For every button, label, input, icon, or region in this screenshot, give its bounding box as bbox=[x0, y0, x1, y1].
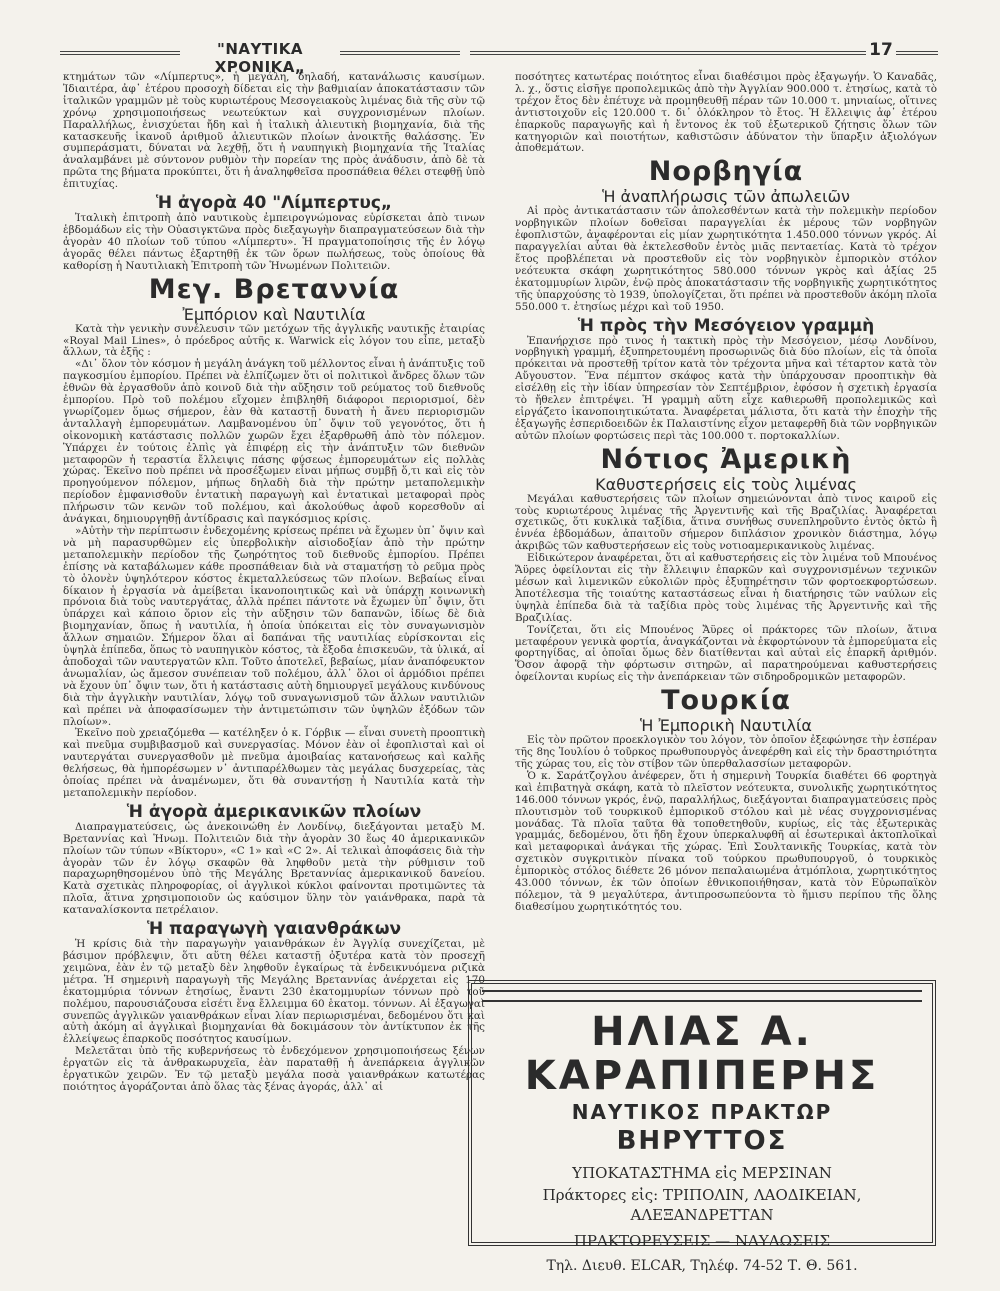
coal-paragraph-1: Ἡ κρίσις διὰ τὴν παραγωγὴν γαιανθράκων ἐν Ἀγγλίᾳ συνεχίζεται, μὲ βάσιμον πρόβλεψιν, ὅτι αὕτη θέλει καταστῇ ὀξυτέρα κατὰ τὸν προσεχῆ χειμῶνα, ἐὰν ἐν τῷ μεταξὺ δὲν ληφθοῦν ἐγκαίρως τὰ ἐνδεικνυόμενα ριζικὰ μέτρα. Ἡ σημερινὴ παραγωγὴ τῆς Μεγάλης Βρεταννίας ἀνέρχεται εἰς 170 ἑκατομμύρια τόννων ἐτησίως, ἔναντι 230 ἑκατομμυρίων τόννων πρὸ τοῦ πολέμου, παρουσιάζουσα εἰσέτι ἕνα ἔλλειμμα 60 ἑκατομ. τόννων. Αἱ ἐξαγωγαὶ συνεπῶς ἀγγλικῶν γαιανθράκων εἶναι λίαν περιωρισμέναι, δεδομένου ὅτι καὶ αὐτὴ ἀκόμη αἱ ἀγγλικαὶ βιομηχανίαι θὰ δοκιμάσουν τὸν ἀντίκτυπον ἐκ τῆς ἐλλείψεως ἐπαρκοῦς ποσότητος καυσίμων. bbox=[63, 938, 485, 1046]
page-number: 17 bbox=[866, 40, 896, 60]
liberty-paragraph: Ἰταλικὴ ἐπιτροπὴ ἀπὸ ναυτικοὺς ἐμπειρογνώμονας εὑρίσκεται ἀπὸ τινων ἑβδομάδων εἰς τὴν Οὐασιγκτῶνα πρὸς διεξαγωγὴν διαπραγματεύσεων διὰ τὴν ἀγορὰν 40 πλοίων τοῦ τύπου «Λίμπερτυ». Ἡ πραγματοποίησις τῆς ἐν λόγῳ ἀγορᾶς θέλει πάντως ἐξαρτηθῇ ἐκ τῶν ὅρων πωλήσεως, τοὺς ὁποίους θὰ καθορίσῃ ἡ Ναυτιλιακὴ Ἐπιτροπὴ τῶν Ἡνωμένων Πολιτειῶν. bbox=[63, 212, 485, 272]
norway-paragraph-1: Αἱ πρὸς ἀντικατάστασιν τῶν ἀπολεσθέντων κατὰ τὴν πολεμικὴν περίοδον νορβηγικῶν πλοίων δοθεῖσαι παραγγελίαι ἐκ μέρους τῶν νορβηγῶν ἐφοπλιστῶν, ἀναφέρονται εἰς μίαν χωρητικότητα 1.450.000 τόννων γκρός. Αἱ παραγγελίαι αὗται θὰ ἐκτελεσθοῦν ἐντὸς μιᾶς πενταετίας. Κατὰ τὸ τρέχον ἔτος προβλέπεται νὰ προστεθοῦν εἰς τὸν νορβηγικὸν ἐμπορικὸν στόλον νεότευκτα σκάφη χωρητικότητος 580.000 τόννων γκρὸς καὶ ἀξίας 25 ἑκατομμυρίων λιρῶν, ἐνῷ πρὸς ἀποκατάστασιν τῆς νορβηγικῆς χωρητικότητος τῆς ὑπαρχούσης τὸ 1939, ὑπολογίζεται, ὅτι πρέπει νὰ προστεθοῦν ἀκόμη πλοῖα 550.000 τ. ἐτησίως μέχρι καὶ τοῦ 1950. bbox=[515, 205, 937, 313]
ad-contact: Τηλ. Διευθ. ELCAR, Τηλέφ. 74-52 Τ. Θ. 561. bbox=[546, 1258, 858, 1274]
south-america-heading: Νότιος Ἀμερικὴ bbox=[600, 443, 852, 475]
commerce-subheading: Ἐμπόριον καὶ Ναυτιλία bbox=[182, 304, 366, 324]
turkey-paragraph-2: Ὁ κ. Σαράτζογλου ἀνέφερεν, ὅτι ἡ σημερινὴ Τουρκία διαθέτει 66 φορτηγὰ καὶ ἐπιβατηγὰ σκάφη, κατὰ τὸ πλεῖστον νεότευκτα, συνολικῆς χωρητικότητος 146.000 τόννων γκρός, ἐνῷ, παραλλήλως, διεξάγονται διαπραγματεύσεις πρὸς πλουτισμὸν τοῦ τουρκικοῦ ἐμπορικοῦ στόλου καὶ μὲ νέας συγχρονισμένας μονάδας. Τὰ πλοῖα ταῦτα θὰ τοποθετηθοῦν, κυρίως, εἰς τὰς ἐξωτερικὰς γραμμάς, δεδομένου, ὅτι ἤδη ἔχουν ὑπερκαλυφθῆ αἱ ἐσωτερικαὶ ἀκτοπλοϊκαὶ καὶ μεταφορικαὶ ἀνάγκαι τῆς χώρας. Ἐπὶ Σουλτανικῆς Τουρκίας, κατὰ τὸν σχετικὸν συγκριτικὸν πίνακα τοῦ τούρκου πρωθυπουργοῦ, ὁ τουρκικὸς ἐμπορικὸς στόλος διέθετε 26 μόνον πεπαλαιωμένα ἀτμόπλοια, χωρητικότητος 43.000 τόννων, ἐκ τῶν ὁποίων ἐθνικοποιήθησαν, κατὰ τὸν Εὐρωπαϊκὸν πόλεμον, τὰ 9 μεγαλύτερα, ἀντιπροσωπεύοντα τὸ ἥμισυ περίπου τῆς ὅλης διαθεσίμου χωρητικότητός του. bbox=[515, 769, 937, 913]
britain-paragraph-4: Ἐκεῖνο ποὺ χρειαζόμεθα — κατέληξεν ὁ κ. Γόρβικ — εἶναι συνετὴ προοπτικὴ καὶ πνεῦμα συμβιβασμοῦ καὶ συνεργασίας. Μόνον ἐὰν οἱ ἐφοπλισταὶ καὶ οἱ ναυτεργάται συνεργασθοῦν μὲ πνεῦμα ἀμοιβαίας κατανοήσεως καὶ καλῆς θελήσεως, θὰ ἠμπορέσωμεν ν᾽ ἀντιπαρέλθωμεν τὰς μεγάλας δυσχερείας, τὰς ὁποίας πρέπει νὰ ἀναμένωμεν, ὅτι θὰ συναντήσῃ ἡ Ναυτιλία κατὰ τὴν μεταπολεμικὴν περίοδον. bbox=[63, 727, 485, 799]
turkey-heading: Τουρκία bbox=[661, 685, 791, 717]
norway-paragraph-2: Ἐπανήρχισε πρὸ τινος ἡ τακτικὴ πρὸς τὴν Μεσόγειον, μέσῳ Λονδίνου, νορβηγικὴ γραμμή, ἐξυπηρετουμένη προσωρινῶς διὰ δύο πλοίων, εἰς τὰ ὁποῖα πρόκειται νὰ προστεθῇ τρίτον κατὰ τὸν τρέχοντα μῆνα καὶ τέταρτον κατὰ τὸν Αὔγουστον. Ἕνα πέμπτον σκάφος κατὰ τὴν ὑπάρχουσαν προοπτικὴν θὰ εἰσέλθῃ εἰς τὴν ἰδίαν ὑπηρεσίαν τὸν Σεπτέμβριον, ἐφόσον ἡ σχετικὴ ἐργασία τὸ ἤθελεν ἐπιτρέψει. Ἡ γραμμὴ αὕτη εἶχε καθιερωθῆ προπολεμικῶς καὶ εἰργάζετο ἱκανοποιητικώτατα. Ἀναφέρεται μάλιστα, ὅτι κατὰ τὴν ἐποχὴν τῆς ἐξαγωγῆς ἐσπεριδοειδῶν ἐκ Παλαιστίνης εἶχον μεταφερθῆ διὰ τῶν νορβηγικῶν αὐτῶν πλοίων φορτώσεις περὶ τὰς 100.000 τ. πορτοκαλλίων. bbox=[515, 334, 937, 442]
coal-paragraph-2: Μελετᾶται ὑπὸ τῆς κυβερνήσεως τὸ ἐνδεχόμενον χρησιμοποιήσεως ξένων ἐργατῶν εἰς τὰ ἀνθρακωρυχεῖα, ἐὰν παραταθῇ ἡ ἀνεπάρκεια ἀγγλικῶν ἐργατικῶν χειρῶν. Ἐν τῷ μεταξὺ μεγάλα ποσὰ γαιανθράκων κατωτέρας ποιότητος ἀγοράζονται ἀπὸ ὅλας τὰς ξένας ἀγοράς, ἀλλ᾽ αἱ bbox=[63, 1045, 485, 1093]
norway-heading: Νορβηγία bbox=[648, 156, 804, 188]
page-header bbox=[60, 40, 938, 76]
ad-city: ΒΗΡΥΤΤΟΣ bbox=[616, 1126, 788, 1156]
south-america-paragraph-3: Τονίζεται, ὅτι εἰς Μπουένος Ἄϋρες οἱ πράκτορες τῶν πλοίων, ἅτινα μεταφέρουν γενικὰ φορτία, ἀναγκάζονται νὰ ἐκφορτώνουν τὰ ἐμπορεύματα εἰς φορτηγίδας, αἱ ὁποῖαι ὅμως δὲν διατίθενται καὶ αὐταὶ εἰς ἐπαρκῆ ἀριθμόν. Ὅσον ἀφορᾷ τὴν φόρτωσιν σιτηρῶν, αἱ παρατηρούμεναι καθυστερήσεις ὀφείλονται κυρίως εἰς τὴν ἀνεπάρκειαν τῶν σιδηροδρομικῶν μεταφορῶν. bbox=[515, 623, 937, 684]
britain-paragraph-3: »Αὐτὴν τὴν περίπτωσιν ἐνδεχομένης κρίσεως πρέπει νὰ ἔχωμεν ὑπ᾽ ὄψιν καὶ νὰ μὴ παρασυρθῶμεν εἰς ὑπερβολικὴν αἰσιοδοξίαν ἀπὸ τὴν πρώτην μεταπολεμικὴν περίοδον τῆς ζωηρότητος τοῦ διεθνοῦς ἐμπορίου. Πρέπει ἐπίσης νὰ καταβάλωμεν κάθε προσπάθειαν διὰ νὰ σταματήσῃ τὸ ρεῦμα πρὸς τὸ ὁλονὲν ὑψηλότερον κόστος ἐκμεταλλεύσεως τῶν πλοίων. Βεβαίως εἶναι δίκαιον ἡ ἐργασία νὰ ἀμείβεται ἱκανοποιητικῶς καὶ νὰ ὑπάρχῃ κοινωνικὴ πρόνοια διὰ τοὺς ναυτεργάτας, ἀλλὰ πρέπει πάντοτε νὰ ἔχωμεν ὑπ᾽ ὄψιν, ὅτι ὑπάρχει καὶ κάποιο ὅριον εἰς τὴν αὔξησιν τῶν δαπανῶν, ἰδίως δὲ διὰ βιομηχανίαν, ὅπως ἡ ναυτιλία, ἡ ὁποία ὑπόκειται εἰς τὸν συναγωνισμὸν ἄλλων σημαιῶν. Σήμερον ὅλαι αἱ δαπάναι τῆς ναυτιλίας εὑρίσκονται εἰς ὑψηλὰ ἐπίπεδα, ὅπως τὸ ναυπηγικὸν κόστος, τὰ ἔξοδα ἐπισκευῶν, τὰ ὑλικά, αἱ ἀποδοχαὶ τῶν ναυτεργατῶν κλπ. Τοῦτο ἀποτελεῖ, βεβαίως, μίαν ἀναπόφευκτον ἀνωμαλίαν, ὡς ἄμεσον συνέπειαν τοῦ πολέμου, ἀλλ᾽ ὅλοι οἱ ἁρμόδιοι πρέπει νὰ ἔχουν ὑπ᾽ ὄψιν των, ὅτι ἡ κατάστασις αὐτὴ δημιουργεῖ μεγάλους κινδύνους διὰ τὴν ἀγγλικὴν ναυτιλίαν, λόγῳ τοῦ συναγωνισμοῦ τῶν ἄλλων ναυτιλιῶν καὶ πρέπει νὰ ἀποφασίσωμεν τὴν ἀντιμετώπισιν τῶν ὑψηλῶν ἐξόδων τῶν πλοίων». bbox=[63, 525, 485, 728]
losses-subheading: Ἡ ἀναπλήρωσις τῶν ἀπωλειῶν bbox=[602, 187, 850, 207]
advertisement-box bbox=[468, 980, 936, 1274]
ad-agents-line-2: ΑΛΕΞΑΝΔΡΕΤΤΑΝ bbox=[630, 1206, 774, 1224]
american-ships-heading: Ἡ ἀγορὰ ἀμερικανικῶν πλοίων bbox=[126, 801, 422, 822]
liberty-heading: Ἡ ἀγορὰ 40 "Λίμπερτυς„ bbox=[155, 193, 393, 214]
merchant-subheading: Ἡ Ἐμπορικὴ Ναυτιλία bbox=[640, 716, 812, 736]
turkey-paragraph-1: Εἰς τὸν πρῶτον προεκλογικὸν του λόγον, τὸν ὁποῖον ἐξεφώνησε τὴν ἑσπέραν τῆς 8ης Ἰουλίου ὁ τοῦρκος πρωθυπουργὸς ἀνεφέρθη καὶ εἰς τὴν δραστηριότητα τῆς χώρας του, εἰς τὸν στίβον τῶν ὑπερθαλασσίων μεταφορῶν. bbox=[515, 734, 937, 770]
american-ships-paragraph: Διαπραγματεύσεις, ὡς ἀνεκοινώθη ἐν Λονδίνῳ, διεξάγονται μεταξὺ Μ. Βρεταννίας καὶ Ἡνωμ. Πολιτειῶν διὰ τὴν ἀγορὰν 30 ἕως 40 ἀμερικανικῶν πλοίων τῶν τύπων «Βίκτορυ», «C 1» καὶ «C 2». Αἱ τελικαὶ ἀποφάσεις διὰ τὴν ἀγορὰν τῶν ἐν λόγῳ σκαφῶν θὰ ληφθοῦν μετὰ τὴν ρύθμισιν τοῦ παραχωρηθησομένου ὑπὸ τῆς Μεγάλης Βρεταννίας ἀμερικανικοῦ δανείου. Κατὰ σχετικὰς πληροφορίας, οἱ ἀγγλικοὶ κύκλοι φαίνονται προτιμῶντες τὰ πλοῖα, ἅτινα χρησιμοποιοῦν ὡς καύσιμον ὕλην τὸν γαιάνθρακα, παρὰ τὰ καταναλίσκοντα πετρέλαιον. bbox=[63, 820, 485, 917]
britain-paragraph-2: «Δι᾽ ὅλον τὸν κόσμον ἡ μεγάλη ἀνάγκη τοῦ μέλλοντος εἶναι ἡ ἀνάπτυξις τοῦ παγκοσμίου ἐμπορίου. Πρέπει νὰ ἐλπίζωμεν ὅτι οἱ πολιτικοὶ ἄνδρες ὅλων τῶν ἐθνῶν θὰ ἐργασθοῦν ἀπὸ κοινοῦ διὰ τὴν αὔξησιν τοῦ ρεύματος τοῦ διεθνοῦς ἐμπορίου. Πρὸ τοῦ πολέμου εἴχομεν ἐπιβληθῆ διάφοροι περιορισμοί, δὲν γνωρίζομεν ὅμως σήμερον, ἐὰν θὰ καταστῇ δυνατὴ ἡ ἄνευ περιορισμῶν ἀνταλλαγὴ ἐμπορευμάτων. Λαμβανομένου ὑπ᾽ ὄψιν τοῦ γεγονότος, ὅτι ἡ οἰκονομικὴ κατάστασις πολλῶν χωρῶν ἔχει ἐξαρθρωθῆ ἀπὸ τὸν πόλεμον. Ὑπάρχει ἐν τούτοις ἐλπὶς γὰ ἐπιφέρῃ εἰς τὴν ἀνάπτυξιν τῶν διεθνῶν μεταφορῶν ἡ τεραστία ἔλλειψις πάσης φύσεως ἐμπορευμάτων εἰς πολλὰς χώρας. Ἐκεῖνο ποὺ πρέπει νὰ προσέξωμεν εἶναι μήπως συμβῇ ὅ,τι καὶ εἰς τὸν προηγούμενον πόλεμον, μήπως δηλαδὴ διὰ τὴν πρώτην μεταπολεμικὴν περίοδον ἐμφανισθοῦν ἐντατικὴ παραγωγὴ καὶ ἐντατικαὶ μεταφοραὶ πρὸς πλήρωσιν τῶν κενῶν τοῦ πολέμου, καὶ ἀκολούθως ἀφοῦ κορεσθοῦν αἱ ἀνάγκαι, δημιουργηθῇ ἀντίδρασις καὶ παγκόσμιος κρίσις. bbox=[63, 358, 485, 526]
ad-role: ΝΑΥΤΙΚΟΣ ΠΡΑΚΤΩΡ bbox=[571, 1100, 833, 1124]
coal-continued-paragraph: ποσότητες κατωτέρας ποιότητος εἶναι διαθέσιμοι πρὸς ἐξαγωγήν. Ὁ Καναδᾶς, λ. χ., ὅστις εἰσῆγε προπολεμικῶς ἀπὸ τὴν Ἀγγλίαν 900.000 τ. ἐτησίως, κατὰ τὸ τρέχον ἔτος δὲν ἐπέτυχε νὰ προμηθευθῇ πέραν τῶν 10.000 τ. μηνιαίως, οἵτινες ἀντιστοιχοῦν εἰς 120.000 τ. δι᾽ ὁλόκληρον τὸ ἔτος. Ἡ ἔλλειψις ἀφ᾽ ἑτέρου ἐπαρκοῦς παραγωγῆς καὶ ἡ ἔντονος ἐκ τοῦ ἐξωτερικοῦ ζήτησις ὅλων τῶν κατηγοριῶν καὶ ποιοτήτων, καθιστῶσιν ἀδύνατον τὴν ὕπαρξιν ἀξιολόγων ἀποθεμάτων. bbox=[515, 71, 937, 155]
britain-heading: Μεγ. Βρεταννία bbox=[148, 273, 400, 305]
ad-agents-line-1: Πράκτορες εἰς: ΤΡΙΠΟΛΙΝ, ΛΑΟΔΙΚΕΙΑΝ, bbox=[542, 1186, 862, 1204]
ad-decorative-stripe bbox=[482, 990, 922, 1002]
left-column bbox=[63, 72, 485, 1094]
publication-title: "ΝΑΥΤΙΚΑ ΧΡΟΝΙΚΑ„ bbox=[180, 40, 340, 76]
coal-heading: Ἡ παραγωγὴ γαιανθράκων bbox=[146, 919, 402, 940]
south-america-paragraph-1: Μεγάλαι καθυστερήσεις τῶν πλοίων σημειώνονται ἀπὸ τινος καιροῦ εἰς τοὺς κυριωτέρους λιμένας τῆς Ἀργεντινῆς καὶ τῆς Βραζιλίας. Ἀναφέρεται σχετικῶς, ὅτι κυκλικὰ ταξίδια, ἅτινα συνήθως συνεπληροῦντο ἐντὸς ὀκτὼ ἢ ἐννέα ἑβδομάδων, ἀπαιτοῦν σήμερον διπλάσιον χρονικὸν διάστημα, λόγῳ ἀκριβῶς τῶν καθυστερήσεων εἰς τοὺς νοτιοαμερικανικοὺς λιμένας. bbox=[515, 492, 937, 553]
south-america-paragraph-2: Εἰδικώτερον ἀναφέρεται, ὅτι αἱ καθυστερήσεις εἰς τὸν λιμένα τοῦ Μπουένος Ἄϋρες ὀφείλονται εἰς τὴν ἔλλειψιν ἐπαρκῶν καὶ συγχρονισμένων τεχνικῶν μέσων καὶ λιμενικῶν εὐκολιῶν πρὸς ἐξυπηρέτησιν τῶν φορτοεκφορτώσεων. Ἀποτέλεσμα τῆς τοιαύτης καταστάσεως εἶναι ἡ διατήρησις τῶν ναύλων εἰς ὑψηλὰ ἐπίπεδα διὰ τὰ ταξίδια πρὸς τοὺς λιμένας τῆς Ἀργεντινῆς καὶ τῆς Βραζιλίας. bbox=[515, 552, 937, 624]
ports-subheading: Καθυστερήσεις εἰς τοὺς λιμένας bbox=[595, 474, 857, 494]
ad-agencies: ΠΡΑΚΤΟΡΕΥΣΕΙΣ — ΝΑΥΛΩΣΕΙΣ bbox=[573, 1232, 831, 1250]
italy-intro-paragraph: κτημάτων τῶν «Λίμπερτυς», ἡ μεγάλη, δηλαδή, κατανάλωσις καυσίμων. Ἰδιαιτέρα, ἀφ᾽ ἑτέρου προσοχὴ δίδεται εἰς τὴν βαθμιαίαν ἀποκατάστασιν τῶν ἰταλικῶν γραμμῶν μὲ τοὺς κυριωτέρους Μεσογειακοὺς λιμένας διὰ τῆς σὺν τῷ χρόνῳ χρησιμοποιήσεως νεωτεύκτων καὶ συγχρονισμένων πλοίων. Παραλλήλως, ἐνισχύεται ἤδη καὶ ἡ ἰταλικὴ ἁλιευτικὴ βιομηχανία, διὰ τῆς κατασκευῆς ἱκανοῦ ἀριθμοῦ ἁλιευτικῶν πλοίων ἀνοικτῆς θαλάσσης. Ἐν συμπεράσματι, δύναται νὰ λεχθῇ, ὅτι ἡ ναυπηγικὴ βιομηχανία τῆς Ἰταλίας ἀναλαμβάνει μὲ σύντονον ρυθμὸν τὴν πορείαν της πρὸς ἀνάδυσιν, ἀπὸ δὲ τὰ πρῶτα της βήματα προκύπτει, ὅτι ἡ ἀναληφθεῖσα προσπάθεια θέλει στεφθῇ ὑπὸ ἐπιτυχίας. bbox=[63, 71, 485, 191]
britain-paragraph-1: Κατὰ τὴν γενικὴν συνέλευσιν τῶν μετόχων τῆς ἀγγλικῆς ναυτικῆς ἑταιρίας «Royal Mail Lines», ὁ πρόεδρος αὐτῆς κ. Warwick εἰς λόγον του εἶπε, μεταξὺ ἄλλων, τὰ ἑξῆς : bbox=[63, 322, 485, 359]
mediterranean-heading: Ἡ πρὸς τὴν Μεσόγειον γραμμὴ bbox=[577, 315, 875, 336]
ad-branch: ΥΠΟΚΑΤΑΣΤΗΜΑ εἰς ΜΕΡΣΙΝΑΝ bbox=[572, 1164, 832, 1182]
right-column bbox=[515, 72, 937, 914]
ad-company-name: ΗΛΙΑΣ Α. ΚΑΡΑΠΙΠΕΡΗΣ bbox=[524, 1009, 880, 1099]
